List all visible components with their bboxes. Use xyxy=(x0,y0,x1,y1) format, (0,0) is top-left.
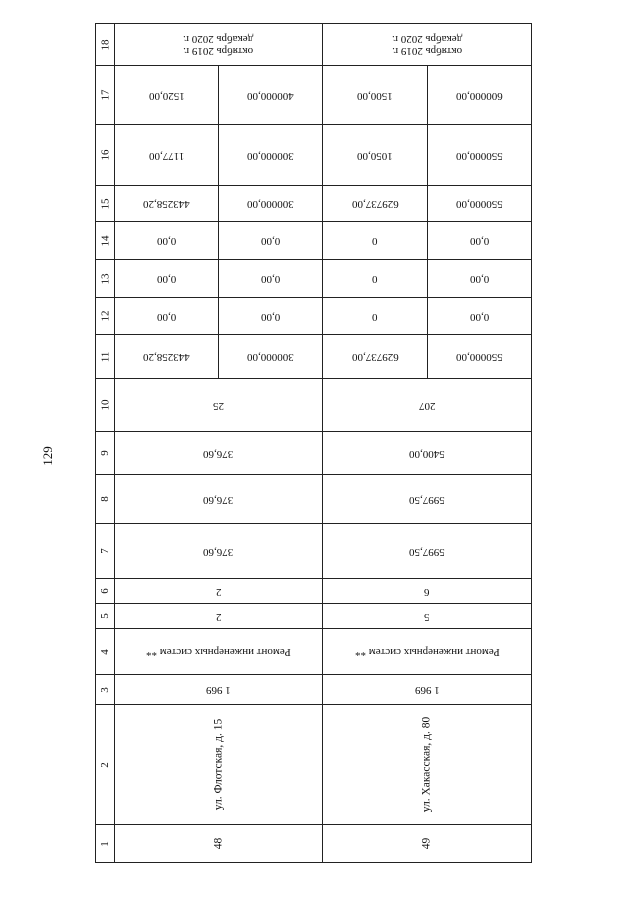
value-cell: 376,60 xyxy=(115,475,323,524)
value-cell: 0,00 xyxy=(219,222,323,260)
column-number-2: 2 xyxy=(96,705,115,825)
value-cell: 0 xyxy=(323,260,428,298)
value-cell: 1500,00 xyxy=(323,66,428,125)
value-cell: 300000,00 xyxy=(219,125,323,186)
table-row xyxy=(96,260,532,298)
value-cell: 629737,00 xyxy=(323,186,428,222)
value-cell: 0,00 xyxy=(219,260,323,298)
value-cell: 0,00 xyxy=(115,298,219,335)
column-number-15: 15 xyxy=(96,186,115,222)
column-number-4: 4 xyxy=(96,629,115,675)
column-number-13: 13 xyxy=(96,260,115,298)
column-number-9: 9 xyxy=(96,432,115,475)
value-cell: 6 xyxy=(323,579,532,604)
column-number-8: 8 xyxy=(96,475,115,524)
table-row xyxy=(96,379,532,432)
work-period-cell: октябрь 2019 г. декабрь 2020 г. xyxy=(323,24,532,66)
address-cell: ул. Флотская, д. 15 xyxy=(115,705,323,825)
value-cell: 0,00 xyxy=(428,222,532,260)
build-year-cell: 1 969 xyxy=(115,675,323,705)
table-row xyxy=(96,335,532,379)
value-cell: 0,00 xyxy=(428,298,532,335)
value-cell: 443258,20 xyxy=(115,186,219,222)
address-cell: ул. Хакасская, д. 80 xyxy=(323,705,532,825)
table-row xyxy=(96,432,532,475)
column-number-7: 7 xyxy=(96,524,115,579)
value-cell: 0 xyxy=(323,222,428,260)
table-row xyxy=(96,579,532,604)
value-cell: 0,00 xyxy=(428,260,532,298)
table-row xyxy=(96,825,532,863)
column-number-11: 11 xyxy=(96,335,115,379)
value-cell: 2 xyxy=(115,579,323,604)
value-cell: 629737,00 xyxy=(323,335,428,379)
table-row xyxy=(96,24,532,66)
column-number-17: 17 xyxy=(96,66,115,125)
table-row xyxy=(96,298,532,335)
value-cell: 0,00 xyxy=(219,298,323,335)
build-year-cell: 1 969 xyxy=(323,675,532,705)
value-cell: 550000,00 xyxy=(428,335,532,379)
value-cell: 25 xyxy=(115,379,323,432)
value-cell: 300000,00 xyxy=(219,186,323,222)
table-row xyxy=(96,125,532,186)
table-row xyxy=(96,675,532,705)
housing-repair-table xyxy=(95,23,532,863)
table-row xyxy=(96,186,532,222)
value-cell: 300000,00 xyxy=(219,335,323,379)
work-type-cell: Ремонт инженерных систем ** xyxy=(323,629,532,675)
table-row xyxy=(96,475,532,524)
value-cell: 207 xyxy=(323,379,532,432)
value-cell: 400000,00 xyxy=(219,66,323,125)
column-number-5: 5 xyxy=(96,604,115,629)
table-row xyxy=(96,524,532,579)
column-number-14: 14 xyxy=(96,222,115,260)
value-cell: 5400,00 xyxy=(323,432,532,475)
column-number-18: 18 xyxy=(96,24,115,66)
value-cell: 550000,00 xyxy=(428,125,532,186)
row-number-cell: 49 xyxy=(323,825,532,863)
value-cell: 550000,00 xyxy=(428,186,532,222)
value-cell: 1177,00 xyxy=(115,125,219,186)
column-number-1: 1 xyxy=(96,825,115,863)
value-cell: 5997,50 xyxy=(323,524,532,579)
page-number: 129 xyxy=(40,446,55,466)
value-cell: 376,60 xyxy=(115,524,323,579)
value-cell: 5 xyxy=(323,604,532,629)
value-cell: 0 xyxy=(323,298,428,335)
column-number-10: 10 xyxy=(96,379,115,432)
value-cell: 0,00 xyxy=(115,260,219,298)
column-number-6: 6 xyxy=(96,579,115,604)
value-cell: 376,60 xyxy=(115,432,323,475)
value-cell: 0,00 xyxy=(115,222,219,260)
value-cell: 1050,00 xyxy=(323,125,428,186)
value-cell: 443258,20 xyxy=(115,335,219,379)
work-type-cell: Ремонт инженерных систем ** xyxy=(115,629,323,675)
column-number-12: 12 xyxy=(96,298,115,335)
table-row xyxy=(96,705,532,825)
value-cell: 600000,00 xyxy=(428,66,532,125)
value-cell: 2 xyxy=(115,604,323,629)
table-row xyxy=(96,222,532,260)
column-number-16: 16 xyxy=(96,125,115,186)
value-cell: 1520,00 xyxy=(115,66,219,125)
value-cell: 5997,50 xyxy=(323,475,532,524)
table-row xyxy=(96,629,532,675)
row-number-cell: 48 xyxy=(115,825,323,863)
work-period-cell: октябрь 2019 г. декабрь 2020 г. xyxy=(115,24,323,66)
table-row xyxy=(96,66,532,125)
column-number-3: 3 xyxy=(96,675,115,705)
table-row xyxy=(96,604,532,629)
